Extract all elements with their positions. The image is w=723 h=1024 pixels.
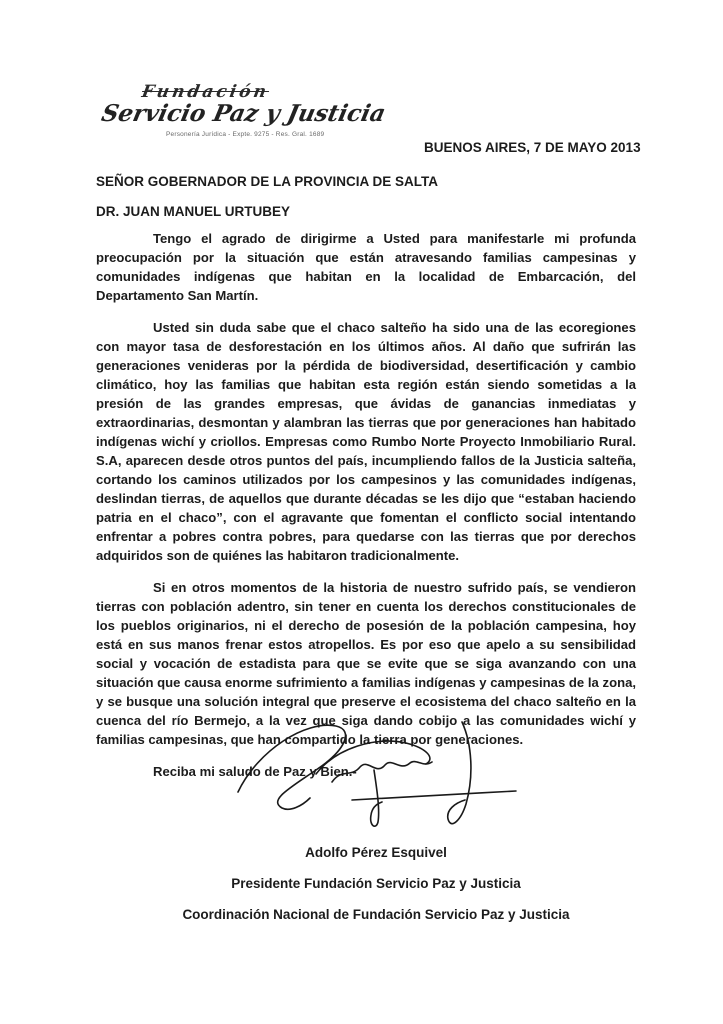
closing-salutation: Reciba mi saludo de Paz y Bien.- — [153, 764, 357, 779]
signer-name: Adolfo Pérez Esquivel — [305, 845, 447, 860]
signer-title-president: Presidente Fundación Servicio Paz y Justicia — [231, 876, 521, 891]
recipient-title: SEÑOR GOBERNADOR DE LA PROVINCIA DE SALTA — [96, 174, 439, 189]
recipient-block — [96, 174, 636, 234]
letter-paragraph-2: Usted sin duda sabe que el chaco salteño ha sido una de las ecoregiones con mayor tasa de desforestación en los últimos años. Al daño que sufrirán las generaciones venideras por la pérdida de biodiversidad, desertificación y cambio climático, hoy las familias que habitan esta región están siendo sometidas a la presión de las grandes empresas, que ávidas de ganancias inmediatas y extraordinarias, desmontan y alambran las tierras que por generaciones han habitado indígenas wichí y criollos. Empresas como Rumbo Norte Proyecto Inmobiliario Rural. S.A, aparecen desde otros puntos del país, incumpliendo fallos de la Justicia salteña, cortando los caminos utilizados por los campesinos y las comunidades indígenas, deslindan tierras, de aquellos que durante décadas se les dijo que “estaban haciendo patria en el chaco”, con el agravante que fomentan el conflicto social intentando enfrentar a pobres contra pobres, para quedarse con las tierras que por derechos adquiridos son de quiénes las habitaron tradicionalmente. — [96, 320, 636, 563]
place-date-line: BUENOS AIRES, 7 DE MAYO 2013 — [424, 140, 641, 155]
logo-org-name-main: Servicio Paz y Justicia — [99, 100, 389, 127]
logo-org-name-top: Fundación — [140, 82, 271, 102]
signer-title-coordination: Coordinación Nacional de Fundación Servicio Paz y Justicia — [182, 907, 570, 922]
signature-image — [224, 716, 520, 838]
serpaj-logo — [99, 82, 389, 138]
letter-paragraph-1: Tengo el agrado de dirigirme a Usted para manifestarle mi profunda preocupación por la situación que están atravesando familias campesinas y comunidades indígenas que habitan en la localidad de Embarcación, del Departamento San Martín. — [96, 231, 636, 303]
logo-registration-text: Personería Jurídica - Expte. 9275 - Res. Gral. 1689 — [166, 131, 325, 138]
letter-body — [96, 229, 636, 781]
recipient-name: DR. JUAN MANUEL URTUBEY — [96, 204, 291, 219]
signature-scribble — [224, 716, 520, 838]
letter-paragraph-3: Si en otros momentos de la historia de nuestro sufrido país, se vendieron tierras con población adentro, sin tener en cuenta los derechos constitucionales de los pueblos originarios, ni el derecho de posesión de la población campesina, hoy está en sus manos frenar estos atropellos. Es por eso que apelo a su sensibilidad social y vocación de estadista para que se evite que se siga avanzando con una situación que causa enorme sufrimiento a familias indígenas y campesinas de la zona, y se busque una solución integral que preserve el ecosistema del chaco salteño en la cuenca del río Bermejo, a la vez que siga dando cobijo a las comunidades wichí y familias campesinas, que han compartido la tierra por generaciones. — [96, 580, 636, 747]
sign-off-block — [96, 845, 656, 938]
